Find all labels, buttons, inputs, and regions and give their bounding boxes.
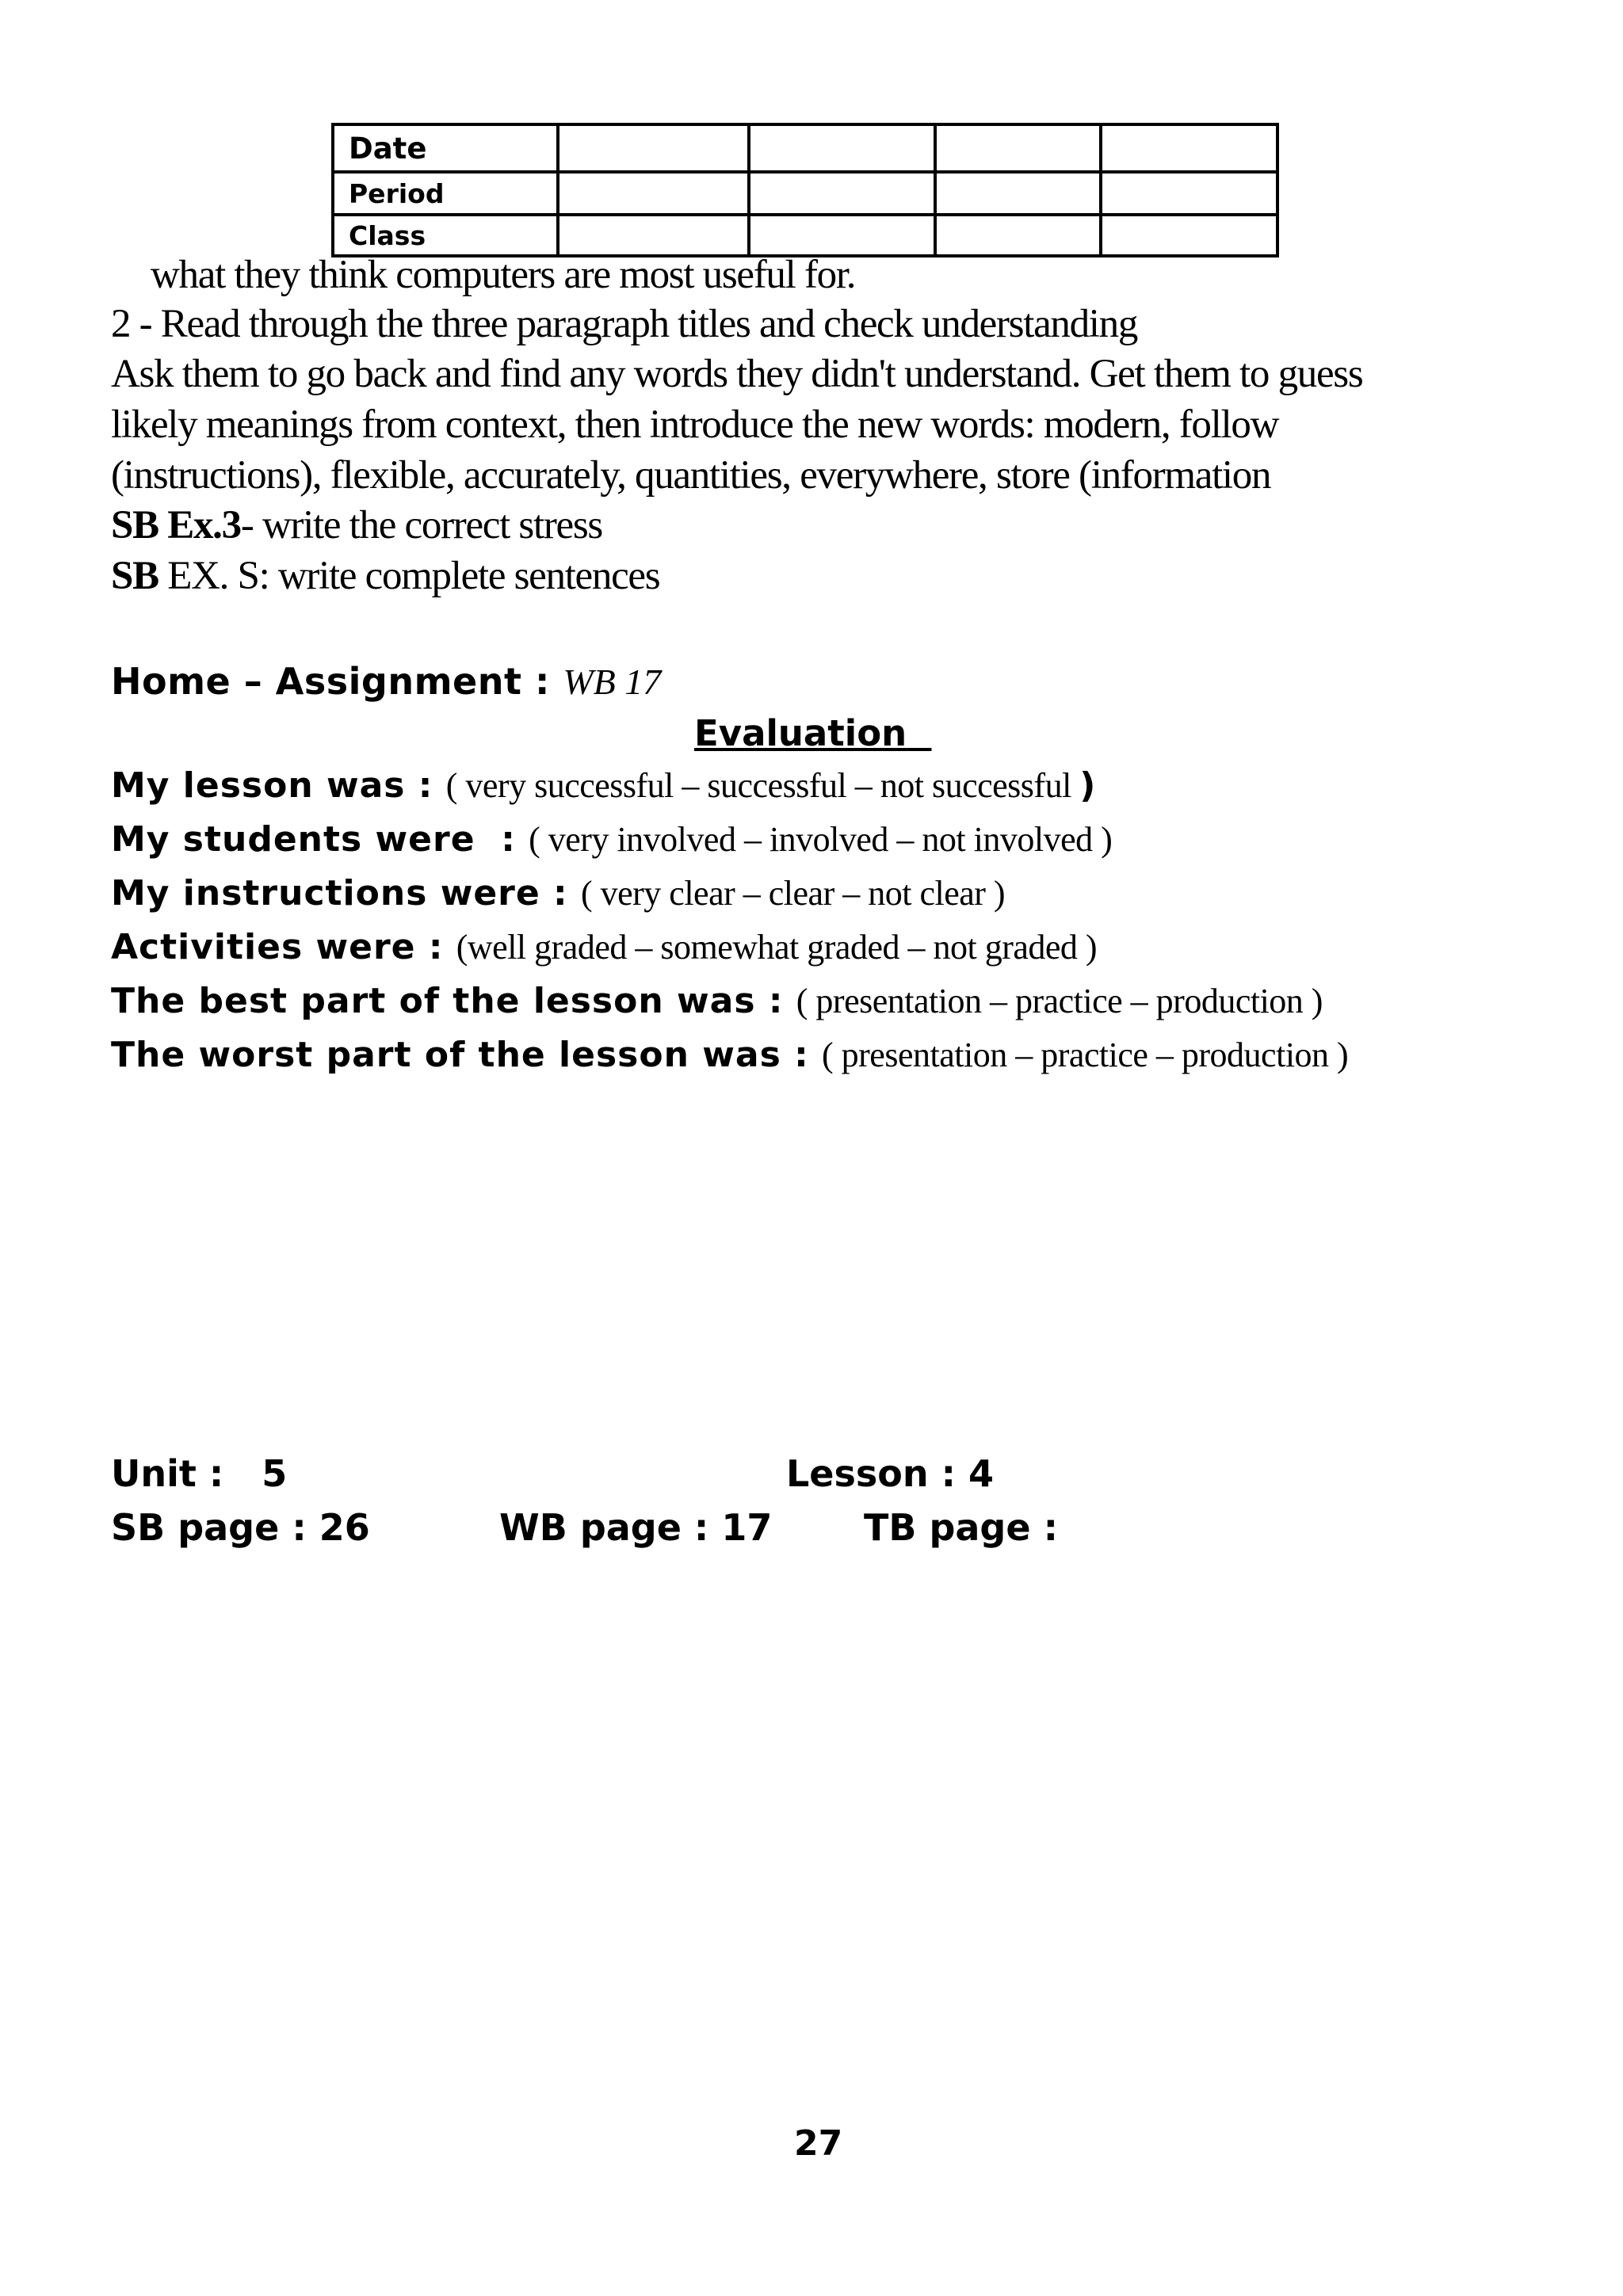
date-label: Date [333,124,558,172]
home-assignment-label: Home – Assignment : [111,660,563,703]
evaluation-heading-text: Evaluation [694,712,907,754]
evaluation-question: My students were : [111,819,529,860]
home-assignment [111,660,661,703]
date-cell [558,124,749,172]
date-cell [749,124,935,172]
body-line [111,553,659,599]
evaluation-question: The worst part of the lesson was : [111,1035,822,1075]
sb-label: SB [111,554,158,598]
date-cell [1101,124,1277,172]
evaluation-question: Activities were : [111,927,456,967]
sb-exercise-text: - write the correct stress [240,503,602,547]
evaluation-question: The best part of the lesson was : [111,981,796,1021]
body-line: 2 - Read through the three paragraph titles and check understanding [111,302,1138,346]
evaluation-heading [694,712,932,754]
class-cell [749,215,935,256]
class-cell [935,215,1101,256]
table-row-period [333,172,1277,215]
sb-page-label: SB page : 26 [111,1506,370,1549]
evaluation-item [111,981,1323,1021]
class-cell [558,215,749,256]
period-cell [558,172,749,215]
period-label: Period [333,172,558,215]
evaluation-options: ( very involved – involved – not involved ) [529,820,1113,859]
lesson-label: Lesson : 4 [786,1452,995,1495]
table-row-class [333,215,1277,256]
sb-exercise-label: SB Ex.3 [111,503,241,547]
body-line: likely meanings from context, then introduce the new words: modern, follow [111,402,1279,447]
evaluation-item [111,873,1005,913]
lesson-info-table [331,123,1279,257]
date-cell [935,124,1101,172]
home-assignment-value: WB 17 [563,662,662,702]
body-line: Ask them to go back and find any words they didn't understand. Get them to guess [111,352,1363,396]
period-cell [749,172,935,215]
evaluation-item [111,1035,1348,1075]
evaluation-options: ( presentation – practice – production ) [822,1035,1349,1074]
class-label: Class [333,215,558,256]
evaluation-options: ( presentation – practice – production ) [796,982,1323,1020]
evaluation-question: My lesson was : [111,765,446,806]
sb-exercise-text: EX. S: write complete sentences [158,554,660,598]
evaluation-options: (well graded – somewhat graded – not graded ) [456,928,1098,967]
body-line [111,502,602,548]
evaluation-options: ( very successful – successful – not successful [445,766,1080,805]
wb-page-label: WB page : 17 [499,1506,773,1549]
unit-label: Unit : 5 [111,1452,288,1495]
tb-page-label: TB page : [864,1506,1058,1549]
body-line: what they think computers are most useful for. [151,253,856,297]
evaluation-close: ) [1079,765,1097,806]
body-line: (instructions), flexible, accurately, quantities, everywhere, store (information [111,453,1271,498]
period-cell [1101,172,1277,215]
class-cell [1101,215,1277,256]
period-cell [935,172,1101,215]
page-number: 27 [794,2123,843,2164]
evaluation-item [111,765,1096,806]
evaluation-item [111,927,1097,967]
evaluation-item [111,819,1112,860]
evaluation-question: My instructions were : [111,873,581,913]
table-row-date [333,124,1277,172]
evaluation-options: ( very clear – clear – not clear ) [580,874,1006,913]
